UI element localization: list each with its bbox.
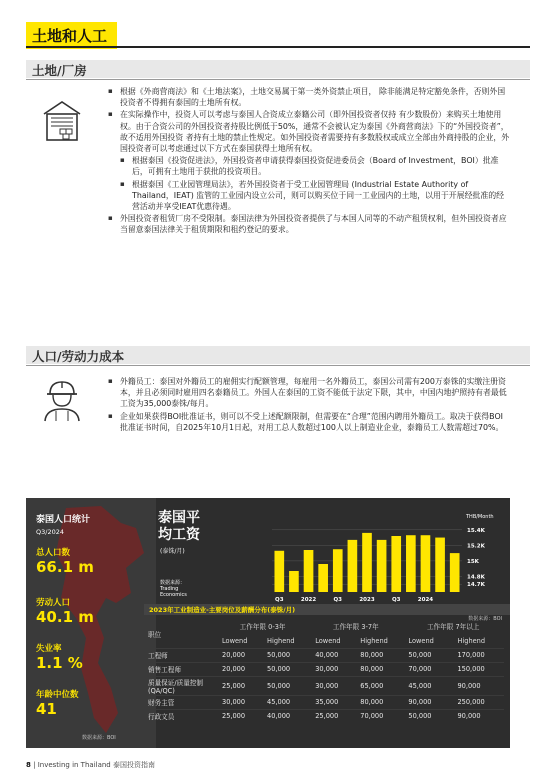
table-cell-job: 财务主管 (144, 695, 216, 709)
section-title: 土地和人工 (26, 22, 117, 49)
table-cell-job: 工程师 (144, 648, 216, 662)
stat-median-age: 年龄中位数 41 (36, 690, 79, 718)
wage-bar-chart (266, 508, 506, 604)
table-cell-value: 50,000 (402, 709, 451, 723)
chart-x-tick: Q3 (275, 597, 284, 603)
table-cell-value: 50,000 (261, 676, 309, 695)
table-cell-job: 行政文员 (144, 709, 216, 723)
land-bullet-list (108, 86, 510, 237)
labor-infographic (26, 498, 510, 748)
land-subtitle: 土地/厂房 (26, 60, 530, 78)
page-number: 8 (26, 761, 31, 769)
table-cell-value: 30,000 (309, 662, 354, 676)
footer-text: Investing in Thailand 泰国投资指南 (37, 761, 155, 769)
bullet-item: ▪ 根据泰国《工业园管理局法》，若外国投资者于受工业园管理局 (Industrial Estate Authority of Thailand，IEAT) 监管的工业园内设立公司，则可以购买位于同一工业园内的土地，以用于开展经批准的经营活动并享受IEAT优惠待遇。 (120, 179, 510, 213)
chart-y-tick: 15.4K (467, 527, 485, 534)
table-header-range: Highend (360, 636, 388, 645)
stat-labor-force: 劳动人口 40.1 m (36, 598, 94, 626)
wage-chart-unit: (泰铢/月) (160, 548, 185, 555)
bullet-item: ▪ 外籍员工：泰国对外籍员工的雇佣实行配额管理，每雇用一名外籍员工，泰国公司需有200万泰铢的实缴注册资本，并且必须同时雇用四名泰籍员工。外国人在泰国的工资不能低于法定下限，其中，中国内地护照持有者最低工资为35,000泰铢/每月。 (108, 376, 510, 410)
chart-bar (421, 535, 431, 592)
bullet-item: ▪ 根据泰国《投资促进法》，外国投资者申请获得泰国投资促进委员会（Board of Investment，BOI）批准后，可拥有土地用于获批的投资项目。 (120, 155, 510, 177)
table-header-job: 职位 (148, 630, 162, 639)
bullet-item: ▪ 外国投资者租赁厂房不受限制。泰国法律为外国投资者提供了与本国人同等的不动产租赁权利，但外国投资者应当留意泰国法律关于租赁期限和租约登记的要求。 (108, 213, 510, 235)
table-header-range: Lowend (315, 636, 341, 645)
table-cell-value: 45,000 (261, 695, 309, 709)
warehouse-icon (42, 98, 82, 142)
table-cell-value: 50,000 (261, 648, 309, 662)
table-cell-value: 150,000 (451, 662, 504, 676)
table-cell-value: 90,000 (451, 709, 504, 723)
table-cell-value: 30,000 (309, 676, 354, 695)
table-row (144, 648, 504, 662)
chart-y-axis-label: THB/Month (466, 514, 494, 520)
wage-chart-title: 泰国平 均工资 (158, 510, 200, 543)
table-cell-value: 20,000 (216, 648, 261, 662)
stats-period: Q3/2024 (36, 528, 64, 536)
table-cell-value: 70,000 (402, 662, 451, 676)
bullet-item: ▪ 在实际操作中，投资人可以考虑与泰国人合资成立泰籍公司（即外国投资者仅持 有少数股份）来购买土地使用权。由于合资公司的外国投资者持股比例低于50%，通常不会被认定为泰国《外商营商法》下的“外国投资者”，故不适用外国投资 者持有土地的禁止性规定。如外国投资者需要持有多数股权或成立全部由外商持股的企业，外国投资者可以考虑通过以下方式在泰国获得土地所有权。 (108, 109, 510, 154)
chart-bar (450, 553, 460, 592)
stats-title: 泰国人口统计 (36, 515, 91, 525)
table-header-range: Lowend (222, 636, 248, 645)
table-cell-value: 40,000 (309, 648, 354, 662)
chart-bar (406, 535, 416, 592)
salary-table-title: 2023年工业制造业-主要岗位及薪酬分布(泰铢/月) (144, 604, 510, 615)
chart-bar (362, 533, 372, 592)
table-cell-value: 80,000 (354, 648, 402, 662)
table-cell-value: 45,000 (402, 676, 451, 695)
page-footer: 8 | Investing in Thailand 泰国投资指南 (26, 761, 155, 769)
chart-y-tick: 14.7K (467, 582, 485, 589)
table-cell-job: 销售工程师 (144, 662, 216, 676)
table-header-range: Highend (267, 636, 295, 645)
bullet-item: ▪ 根据《外商营商法》和《土地法案》，土地交易属于第一类外资禁止项目， 除非能满足特定豁免条件，否则外国投资者不得拥有泰国的土地所有权。 (108, 86, 510, 108)
table-cell-value: 50,000 (402, 648, 451, 662)
table-header-range: Highend (457, 636, 486, 645)
chart-bar (333, 549, 343, 592)
table-cell-value: 25,000 (309, 709, 354, 723)
table-cell-value: 40,000 (261, 709, 309, 723)
chart-bar (304, 550, 314, 592)
table-cell-value: 90,000 (451, 676, 504, 695)
chart-bar (391, 536, 401, 592)
chart-y-tick: 15.2K (467, 543, 485, 550)
table-row (144, 695, 504, 709)
table-cell-value: 25,000 (216, 676, 261, 695)
table-row (144, 676, 504, 695)
table-cell-value: 30,000 (216, 695, 261, 709)
labor-bullet-list (108, 376, 510, 434)
section-divider (26, 46, 530, 48)
table-header-range: Lowend (408, 636, 434, 645)
table-header-group: 工作年限 7年以上 (426, 622, 480, 631)
labor-subtitle: 人口/劳动力成本 (26, 346, 530, 364)
chart-bar (318, 564, 328, 592)
chart-x-tick: Q3 (391, 597, 401, 603)
chart-bar (289, 571, 299, 592)
table-cell-value: 80,000 (354, 695, 402, 709)
worker-helmet-icon (42, 378, 82, 422)
chart-bar (274, 551, 284, 592)
table-cell-value: 90,000 (402, 695, 451, 709)
chart-x-tick: 2022 (300, 597, 317, 603)
table-cell-value: 35,000 (309, 695, 354, 709)
table-header-group: 工作年限 3-7年 (332, 622, 379, 631)
bullet-item: ▪ 企业如果获得BOI批准证书，则可以不受上述配额限制，但需要在“合理”范围内聘用外籍员工。取决于获得BOI批准证书时间，自2025年10月1日起，对用工总人数超过100人以上制造业企业，泰籍员工人数需超过70%。 (108, 411, 510, 433)
table-row (144, 662, 504, 676)
chart-bar (377, 540, 387, 592)
stat-unemployment: 失业率 1.1 % (36, 644, 83, 672)
table-cell-value: 50,000 (261, 662, 309, 676)
table-cell-value: 20,000 (216, 662, 261, 676)
table-cell-value: 65,000 (354, 676, 402, 695)
salary-table-source: 数据来源：BOI (468, 616, 502, 622)
table-cell-job: 质量保证/质量控制 (QA/QC) (144, 676, 216, 695)
stat-population: 总人口数 66.1 m (36, 548, 94, 576)
chart-y-tick: 15K (467, 558, 479, 565)
chart-y-tick: 14.8K (467, 574, 485, 581)
chart-x-tick: 2023 (359, 597, 375, 603)
table-cell-value: 80,000 (354, 662, 402, 676)
salary-table (144, 620, 504, 723)
chart-x-tick: Q3 (333, 597, 343, 603)
table-cell-value: 70,000 (354, 709, 402, 723)
table-row (144, 709, 504, 723)
table-header-group: 工作年限 0-3年 (239, 622, 286, 631)
chart-x-tick: 2024 (417, 597, 434, 603)
table-cell-value: 170,000 (451, 648, 504, 662)
chart-bar (348, 540, 358, 592)
chart-bar (435, 538, 445, 592)
wage-chart-source: 数据来源： Trading Economics (160, 580, 187, 598)
table-cell-value: 250,000 (451, 695, 504, 709)
table-cell-value: 25,000 (216, 709, 261, 723)
stats-source: 数据来源：BOI (82, 735, 116, 741)
